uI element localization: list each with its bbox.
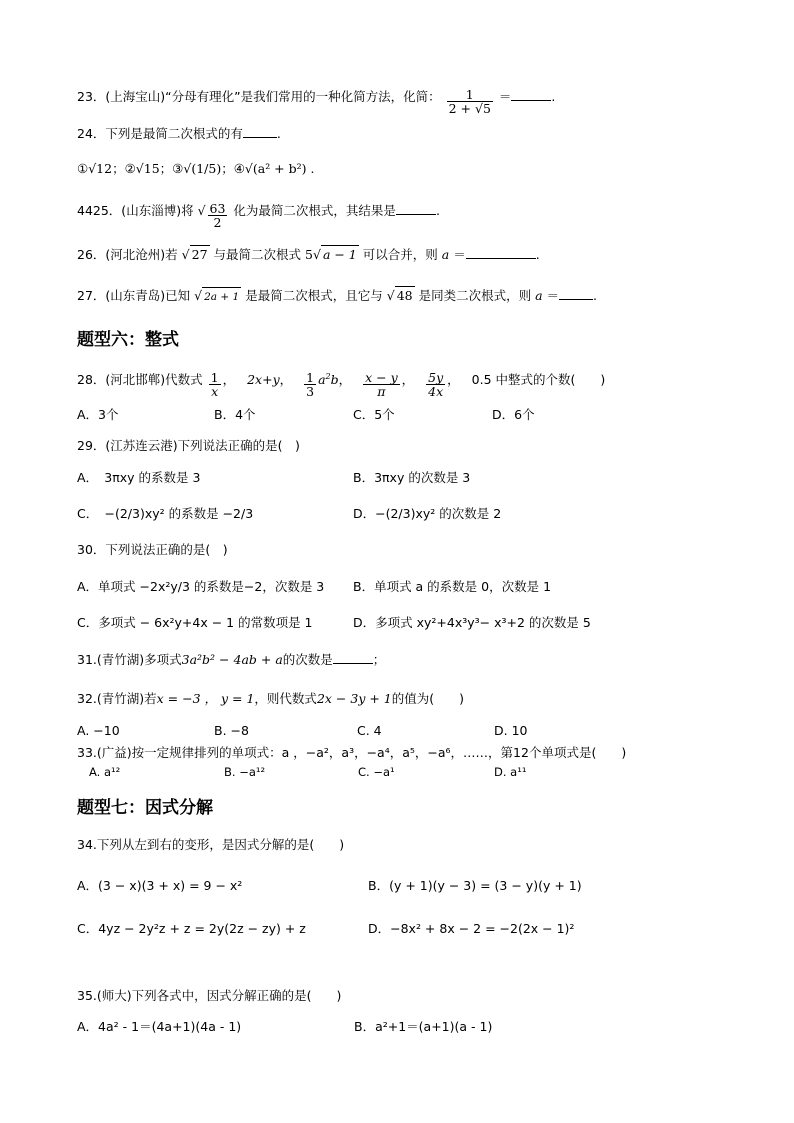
q29-option-a[interactable]: A． 3πxy 的系数是 3 [77, 470, 201, 485]
q32-mid: ，则代数式 [254, 691, 317, 706]
q30-option-d[interactable]: D．多项式 xy²+4x³y³− x³+2 的次数是 5 [353, 615, 591, 630]
section-heading-7: 题型七：因式分解 [77, 798, 213, 818]
q33-option-b[interactable]: B. −a¹² [224, 765, 266, 779]
q26-radicand-1: 27 [191, 247, 208, 262]
radical-sign: √ [194, 288, 203, 303]
radical-sign: √ [386, 288, 395, 303]
q27-radicand-1: 2a + 1 [202, 287, 241, 306]
q28-expr-3b: $a^2b$ [318, 372, 339, 388]
q34-option-a[interactable]: A．(3 − x)(3 + x) = 9 − x² [77, 878, 243, 893]
question-24 [77, 125, 281, 143]
question-28: 28．(河北邯郸)代数式 $\frac{1}{x}$ ， 2x+y， $\frac{1}{3}$ $a^2b$， $\frac{x - y}{\pi}$ ， $\frac{5y}{4x}$ ， 0.5 中整式的个数( ) [77, 370, 606, 400]
q27-variable: a [535, 288, 543, 303]
q32-option-d[interactable]: D. 10 [494, 723, 528, 738]
q32-option-b[interactable]: B. −8 [214, 723, 249, 738]
q32-suffix: 的值为( ) [391, 691, 465, 706]
q25-answer-blank[interactable] [396, 202, 436, 215]
q26-mid: 与最简二次根式 [213, 247, 302, 262]
q26-radicand-2: a − 1 [322, 247, 357, 262]
q27-radicand-2: 48 [396, 288, 413, 303]
q26-coefficient: 5 [305, 247, 313, 262]
question-32 [77, 690, 464, 708]
q34-option-b[interactable]: B．(y + 1)(y − 3) = (3 − y)(y + 1) [368, 878, 582, 893]
q25-suffix: 化为最简二次根式，其结果是 [233, 203, 396, 218]
q29-option-d[interactable]: D．−(2/3)xy² 的次数是 2 [353, 506, 502, 521]
q34-option-d[interactable]: D．−8x² + 8x − 2 = −2(2x − 1)² [368, 921, 575, 936]
radical-sign: √ [197, 203, 206, 218]
q33-option-c[interactable]: C. −a¹ [358, 765, 395, 779]
q28-text: 28．(河北邯郸)代数式 [77, 372, 203, 388]
question-29: 29．(江苏连云港)下列说法正确的是( ) [77, 438, 300, 453]
q29-option-c[interactable]: C． −(2/3)xy² 的系数是 −2/3 [77, 506, 254, 521]
q30-option-a[interactable]: A．单项式 −2x²y/3 的系数是−2，次数是 3 [77, 579, 325, 594]
question-26 [77, 245, 540, 264]
q26-answer-blank[interactable] [466, 246, 536, 259]
q26-text: 26．(河北沧州)若 [77, 247, 178, 262]
q32-text: 32.(青竹湖)若 [77, 691, 157, 706]
q32-condition: x = −3 ， y = 1 [156, 691, 255, 706]
radical-sign: √ [181, 247, 190, 262]
q33-option-d[interactable]: D. a¹¹ [494, 765, 527, 779]
q26-equals: ＝ [453, 247, 466, 262]
question-30: 30．下列说法正确的是( ) [77, 542, 228, 557]
q32-option-c[interactable]: C. 4 [357, 723, 382, 738]
q25-text: 4425．(山东淄博)将 [77, 203, 194, 218]
q26-variable: a [441, 247, 450, 262]
question-27 [77, 286, 597, 306]
radical-sign: √ [312, 247, 321, 262]
q31-suffix: 的次数是 [282, 652, 333, 667]
q35-option-a[interactable]: A．4a² - 1＝(4a+1)(4a - 1) [77, 1019, 242, 1034]
q28-expr-4: $\frac{x - y}{\pi}$ [365, 370, 398, 400]
q27-text: 27．(山东青岛)已知 [77, 288, 191, 303]
q23-answer-blank[interactable] [511, 88, 551, 101]
q31-expression: 3a²b² − 4ab + a [181, 652, 283, 667]
q28-end: 0.5 中整式的个数( ) [471, 372, 606, 388]
q27-end: . [593, 288, 598, 303]
question-25 [77, 202, 440, 229]
question-31 [77, 651, 385, 669]
q25-numerator: 63 [209, 201, 226, 216]
q23-numerator: 1 [447, 88, 493, 102]
q23-text: 23．(上海宝山)“分母有理化”是我们常用的一种化简方法，化简： [77, 89, 441, 104]
question-35: 35.(师大)下列各式中，因式分解正确的是( ) [77, 988, 342, 1003]
section-heading-6: 题型六：整式 [77, 330, 179, 350]
q31-answer-blank[interactable] [333, 651, 373, 664]
q35-option-b[interactable]: B．a²+1＝(a+1)(a - 1) [354, 1019, 493, 1034]
q24-items [77, 160, 314, 178]
q25-fraction [208, 202, 228, 229]
question-23 [77, 88, 555, 115]
q29-option-b[interactable]: B．3πxy 的次数是 3 [353, 470, 471, 485]
q27-equals: ＝ [546, 288, 560, 303]
q31-text: 31.(青竹湖)多项式 [77, 652, 182, 667]
q28-expr-3a: $\frac{1}{3}$ [306, 370, 315, 400]
q23-denominator: 2 + √5 [448, 101, 491, 116]
q28-option-b[interactable]: B．4个 [214, 407, 256, 422]
q28-expr-2: 2x+y [247, 372, 280, 388]
q28-option-a[interactable]: A．3个 [77, 407, 119, 422]
q26-end: . [535, 247, 540, 262]
q24-end: . [276, 126, 281, 141]
q28-option-d[interactable]: D．6个 [492, 407, 535, 422]
q24-item-list: ①√12；②√15；③√(1/5)；④√(a² + b²) . [77, 161, 315, 176]
q28-option-c[interactable]: C．5个 [353, 407, 395, 422]
q30-option-b[interactable]: B．单项式 a 的系数是 0，次数是 1 [353, 579, 552, 594]
q30-option-c[interactable]: C．多项式 − 6x²y+4x − 1 的常数项是 1 [77, 615, 313, 630]
q27-suffix: 是同类二次根式，则 [418, 288, 532, 303]
q25-denominator: 2 [213, 215, 222, 230]
q31-end: ； [372, 652, 386, 667]
q23-equals: ＝ [498, 89, 512, 104]
q33-option-a[interactable]: A. a¹² [89, 765, 121, 779]
q23-fraction [447, 88, 493, 115]
q32-option-a[interactable]: A. −10 [77, 723, 120, 738]
q34-option-c[interactable]: C．4yz − 2y²z + z = 2y(2z − zy) + z [77, 921, 306, 936]
q28-expr-5: $\frac{5y}{4x}$ [428, 370, 444, 400]
q24-answer-blank[interactable] [243, 125, 277, 138]
q27-mid: 是最简二次根式，且它与 [245, 288, 383, 303]
q24-text: 24．下列是最简二次根式的有 [77, 126, 243, 141]
q26-suffix: 可以合并，则 [362, 247, 438, 262]
q27-answer-blank[interactable] [559, 287, 593, 300]
question-34: 34.下列从左到右的变形，是因式分解的是( ) [77, 837, 345, 852]
q28-expr-1: $\frac{1}{x}$ [210, 370, 219, 400]
q25-end: . [435, 203, 440, 218]
q32-expression: 2x − 3y + 1 [316, 691, 392, 706]
q23-end: . [551, 89, 556, 104]
question-33: 33.(广益)按一定规律排列的单项式：a ，−a²，a³，−a⁴，a⁵，−a⁶，……，第12个单项式是( ) [77, 745, 627, 760]
